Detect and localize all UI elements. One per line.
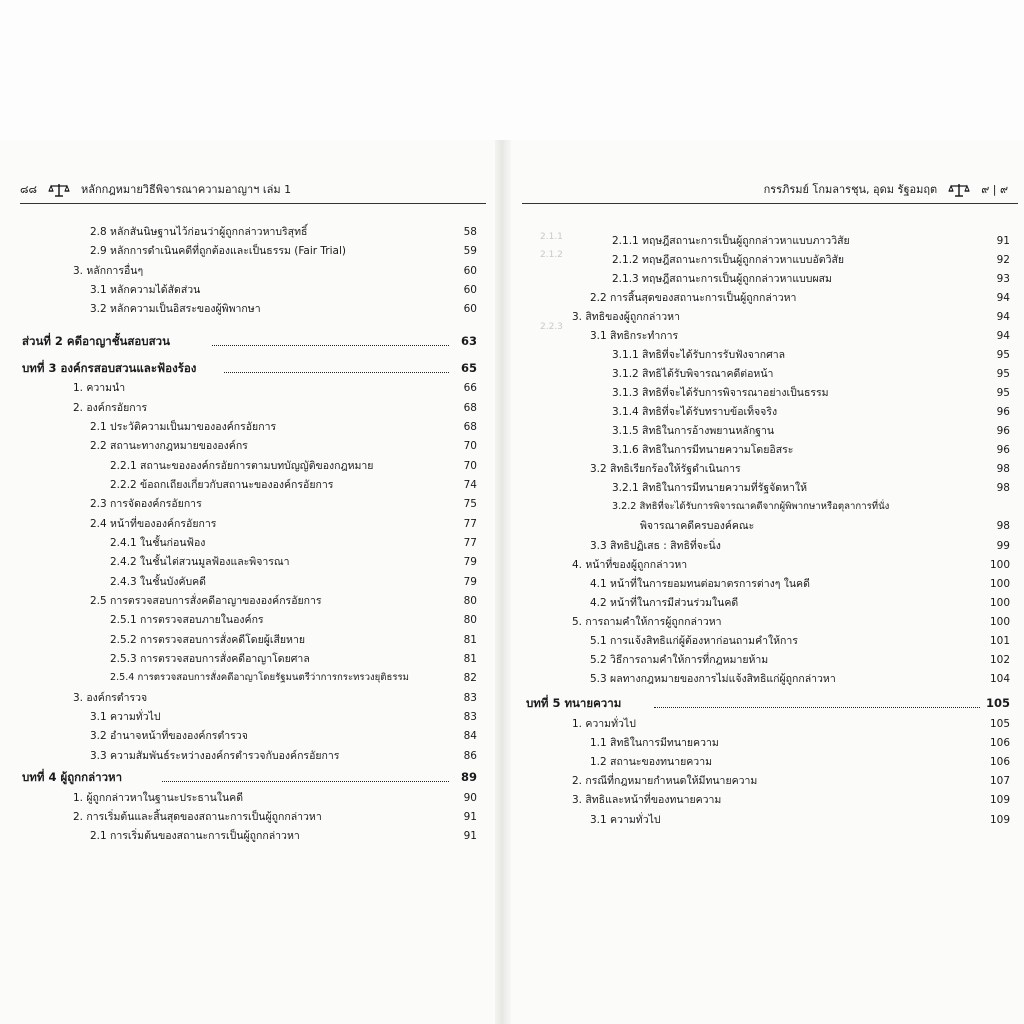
toc-entry xyxy=(110,669,477,687)
toc-entry-page: 94 xyxy=(996,330,1010,342)
toc-entry xyxy=(590,289,1010,307)
toc-entry xyxy=(590,537,1010,555)
toc-entry-page: 70 xyxy=(463,440,477,452)
toc-entry-text: 3.3 ความสัมพันธ์ระหว่างองค์กรตำรวจกับองค์กรอัยการ xyxy=(90,750,340,762)
toc-entry-text: 2.5 การตรวจสอบการสั่งคดีอาญาขององค์กรอัยการ xyxy=(90,595,322,607)
toc-entry xyxy=(73,262,477,280)
toc-entry-text: 2.4.3 ในชั้นบังคับคดี xyxy=(110,576,206,588)
toc-entry-page: 68 xyxy=(463,421,477,433)
toc-chapter-heading xyxy=(22,359,477,377)
toc-entry xyxy=(73,399,477,417)
toc-entry-page: 58 xyxy=(463,226,477,238)
toc-entry-page: 89 xyxy=(460,770,477,784)
toc-entry xyxy=(590,670,1010,688)
toc-entry-text: 5.3 ผลทางกฎหมายของการไม่แจ้งสิทธิแก่ผู้ถูกกล่าวหา xyxy=(590,673,836,685)
toc-chapter-heading xyxy=(526,694,1010,712)
toc-entry-page: 79 xyxy=(463,576,477,588)
toc-entry-text: 2.4 หน้าที่ขององค์กรอัยการ xyxy=(90,518,217,530)
toc-entry xyxy=(612,422,1010,440)
toc-entry-text: 1. ความนำ xyxy=(73,382,126,394)
toc-entry xyxy=(90,242,477,260)
toc-entry-page: 95 xyxy=(996,387,1010,399)
toc-entry xyxy=(90,300,477,318)
toc-entry-page: 98 xyxy=(996,520,1010,532)
toc-entry xyxy=(110,457,477,475)
toc-entry xyxy=(590,632,1010,650)
toc-entry-text: 3.1 หลักความได้สัดส่วน xyxy=(90,284,201,296)
toc-entry-text: 1. ผู้ถูกกล่าวหาในฐานะประธานในคดี xyxy=(73,792,244,804)
toc-entry xyxy=(110,650,477,668)
toc-entry-page: 83 xyxy=(463,711,477,723)
toc-entry-text: ส่วนที่ 2 คดีอาญาชั้นสอบสวน xyxy=(22,334,170,348)
toc-entry-page: 60 xyxy=(463,265,477,277)
dot-leader xyxy=(654,707,980,708)
toc-entry-text: 3.1 ความทั่วไป xyxy=(590,814,661,826)
toc-entry-page: 60 xyxy=(463,284,477,296)
toc-entry-page: 59 xyxy=(463,245,477,257)
toc-entry-text: 2. การเริ่มต้นและสิ้นสุดของสถานะการเป็นผู้ถูกกล่าวหา xyxy=(73,811,322,823)
toc-entry xyxy=(110,631,477,649)
toc-entry xyxy=(572,772,1010,790)
toc-entry-text: 2.4.2 ในชั้นไต่สวนมูลฟ้องและพิจารณา xyxy=(110,556,290,568)
toc-entry xyxy=(90,708,477,726)
right-running-header xyxy=(764,182,1008,198)
toc-entry-page: 63 xyxy=(460,334,477,348)
left-running-header xyxy=(20,182,291,198)
toc-part-heading xyxy=(22,332,477,350)
toc-entry-page: 94 xyxy=(996,292,1010,304)
toc-entry-text: 5. การถามคำให้การผู้ถูกกล่าวหา xyxy=(572,616,722,628)
toc-entry-text: 3. สิทธิของผู้ถูกกล่าวหา xyxy=(572,311,680,323)
toc-entry xyxy=(73,808,477,826)
toc-entry-page: 77 xyxy=(463,518,477,530)
toc-entry-text: 3. สิทธิและหน้าที่ของทนายความ xyxy=(572,794,722,806)
toc-entry-page: 92 xyxy=(996,254,1010,266)
toc-entry-page: 95 xyxy=(996,368,1010,380)
toc-entry-page: 107 xyxy=(989,775,1010,787)
toc-entry xyxy=(110,476,477,494)
toc-entry xyxy=(590,651,1010,669)
toc-entry-text: 5.1 การแจ้งสิทธิแก่ผู้ต้องหาก่อนถามคำให้การ xyxy=(590,635,798,647)
toc-entry-page: 93 xyxy=(996,273,1010,285)
toc-entry xyxy=(90,223,477,241)
left-header-rule xyxy=(20,203,486,204)
toc-entry xyxy=(612,479,1010,497)
toc-entry-page: 106 xyxy=(989,737,1010,749)
toc-entry-page: 84 xyxy=(463,730,477,742)
toc-entry-text: 2.2.1 สถานะขององค์กรอัยการตามบทบัญญัติของกฎหมาย xyxy=(110,460,374,472)
toc-entry xyxy=(612,403,1010,421)
bleed-through-text: 2.2.3 xyxy=(540,322,563,332)
toc-entry-text: 5.2 วิธีการถามคำให้การที่กฎหมายห้าม xyxy=(590,654,769,666)
toc-entry-text: 2.5.4 การตรวจสอบการสั่งคดีอาญาโดยรัฐมนตรีว่าการกระทรวงยุติธรรม xyxy=(110,672,409,683)
toc-entry xyxy=(572,556,1010,574)
toc-entry-text: 3.2 หลักความเป็นอิสระของผู้พิพากษา xyxy=(90,303,261,315)
toc-entry-page: 100 xyxy=(989,616,1010,628)
toc-entry-page: 95 xyxy=(996,349,1010,361)
toc-entry xyxy=(590,734,1010,752)
toc-entry xyxy=(572,791,1010,809)
toc-entry-page: 98 xyxy=(996,463,1010,475)
toc-entry-page: 96 xyxy=(996,444,1010,456)
toc-entry-page: 70 xyxy=(463,460,477,472)
toc-entry-page: 75 xyxy=(463,498,477,510)
scales-of-justice-icon xyxy=(48,183,70,197)
toc-entry-page: 98 xyxy=(996,482,1010,494)
toc-entry xyxy=(90,437,477,455)
left-page-number: ๘๘ xyxy=(20,183,37,196)
toc-entry-page: 96 xyxy=(996,425,1010,437)
toc-entry xyxy=(590,753,1010,771)
author-names: กรรภิรมย์ โกมลารชุน, อุดม รัฐอมฤต xyxy=(763,183,938,196)
bleed-through-text: 2.1.1 xyxy=(540,232,563,242)
toc-entry-text: 3.1 สิทธิกระทำการ xyxy=(590,330,679,342)
toc-entry-text: 3.1.3 สิทธิที่จะได้รับการพิจารณาอย่างเป็นธรรม xyxy=(612,387,829,399)
toc-entry xyxy=(90,827,477,845)
toc-entry-page: 91 xyxy=(463,811,477,823)
toc-entry-page: 74 xyxy=(463,479,477,491)
toc-entry-text: 1. ความทั่วไป xyxy=(572,718,636,730)
toc-entry-text: พิจารณาคดีครบองค์คณะ xyxy=(640,520,755,532)
toc-entry-page: 109 xyxy=(989,814,1010,826)
right-header-rule xyxy=(522,203,1018,204)
toc-entry-page: 100 xyxy=(989,559,1010,571)
toc-entry-page: 81 xyxy=(463,653,477,665)
toc-entry-page: 106 xyxy=(989,756,1010,768)
toc-entry xyxy=(73,379,477,397)
toc-entry-page: 100 xyxy=(989,578,1010,590)
toc-entry xyxy=(572,308,1010,326)
toc-entry-text: 2.5.3 การตรวจสอบการสั่งคดีอาญาโดยศาล xyxy=(110,653,310,665)
toc-entry-text: 2.5.2 การตรวจสอบการสั่งคดีโดยผู้เสียหาย xyxy=(110,634,305,646)
toc-entry-text: 3.2 สิทธิเรียกร้องให้รัฐดำเนินการ xyxy=(590,463,741,475)
toc-entry-text: 2.8 หลักสันนิษฐานไว้ก่อนว่าผู้ถูกกล่าวหาบริสุทธิ์ xyxy=(90,226,308,238)
toc-entry-text: 2.1.3 ทฤษฎีสถานะการเป็นผู้ถูกกล่าวหาแบบผสม xyxy=(612,273,832,285)
toc-entry-text: 4.1 หน้าที่ในการยอมทนต่อมาตรการต่างๆ ในคดี xyxy=(590,578,810,590)
toc-entry-text: 2.1 การเริ่มต้นของสถานะการเป็นผู้ถูกกล่าวหา xyxy=(90,830,300,842)
toc-entry-page: 81 xyxy=(463,634,477,646)
toc-entry xyxy=(590,460,1010,478)
toc-entry-page: 77 xyxy=(463,537,477,549)
toc-entry-text: 1.1 สิทธิในการมีทนายความ xyxy=(590,737,719,749)
toc-entry-page: 66 xyxy=(463,382,477,394)
toc-entry-text: 3. องค์กรตำรวจ xyxy=(73,692,148,704)
toc-entry-text: 4. หน้าที่ของผู้ถูกกล่าวหา xyxy=(572,559,688,571)
toc-entry xyxy=(110,553,477,571)
toc-entry-text: 2.4.1 ในชั้นก่อนฟ้อง xyxy=(110,537,206,549)
toc-entry-text: 2.5.1 การตรวจสอบภายในองค์กร xyxy=(110,614,264,626)
toc-entry-text: 3.1.4 สิทธิที่จะได้รับทราบข้อเท็จจริง xyxy=(612,406,778,418)
toc-entry xyxy=(590,811,1010,829)
toc-entry-text: 2.9 หลักการดำเนินคดีที่ถูกต้องและเป็นธรรม (Fair Trial) xyxy=(90,245,346,257)
toc-entry-page: 91 xyxy=(996,235,1010,247)
toc-entry-page: 65 xyxy=(460,361,477,375)
book-title: หลักกฎหมายวิธีพิจารณาความอาญาฯ เล่ม 1 xyxy=(80,183,292,196)
toc-entry-text: 2.1.1 ทฤษฎีสถานะการเป็นผู้ถูกกล่าวหาแบบภาววิสัย xyxy=(612,235,850,247)
toc-entry-page: 104 xyxy=(989,673,1010,685)
toc-entry-page: 68 xyxy=(463,402,477,414)
toc-entry-text: 3. หลักการอื่นๆ xyxy=(73,265,144,277)
toc-entry-text: 4.2 หน้าที่ในการมีส่วนร่วมในคดี xyxy=(590,597,739,609)
toc-entry-page: 90 xyxy=(463,792,477,804)
toc-entry-text: 3.3 สิทธิปฏิเสธ : สิทธิที่จะนิ่ง xyxy=(590,540,721,552)
toc-entry xyxy=(90,495,477,513)
toc-entry-page: 100 xyxy=(989,597,1010,609)
toc-entry-page: 94 xyxy=(996,311,1010,323)
toc-entry-page: 99 xyxy=(996,540,1010,552)
toc-entry xyxy=(73,789,477,807)
toc-entry xyxy=(73,689,477,707)
toc-entry-text: 2.2 การสิ้นสุดของสถานะการเป็นผู้ถูกกล่าวหา xyxy=(590,292,797,304)
toc-entry-text: 3.1.6 สิทธิในการมีทนายความโดยอิสระ xyxy=(612,444,794,456)
toc-entry-page: 80 xyxy=(463,614,477,626)
toc-entry xyxy=(590,594,1010,612)
toc-entry-text: 3.1.2 สิทธิได้รับพิจารณาคดีต่อหน้า xyxy=(612,368,774,380)
toc-entry-text: บทที่ 4 ผู้ถูกกล่าวหา xyxy=(22,770,123,784)
toc-entry-text: 3.1.1 สิทธิที่จะได้รับการรับฟังจากศาล xyxy=(612,349,786,361)
bleed-through-text: 2.1.2 xyxy=(540,250,563,260)
toc-entry-page: 96 xyxy=(996,406,1010,418)
toc-entry xyxy=(612,232,1010,250)
toc-entry-text: 2.2 สถานะทางกฎหมายขององค์กร xyxy=(90,440,248,452)
toc-entry-page: 105 xyxy=(989,718,1010,730)
toc-entry-text: 3.1 ความทั่วไป xyxy=(90,711,161,723)
toc-entry-page: 80 xyxy=(463,595,477,607)
toc-entry xyxy=(612,498,1010,516)
toc-entry-text: 2.1 ประวัติความเป็นมาขององค์กรอัยการ xyxy=(90,421,277,433)
toc-entry-text: 3.1.5 สิทธิในการอ้างพยานหลักฐาน xyxy=(612,425,775,437)
toc-entry-text: 3.2.1 สิทธิในการมีทนายความที่รัฐจัดหาให้ xyxy=(612,482,807,494)
dot-leader xyxy=(224,372,449,373)
toc-entry-page: 86 xyxy=(463,750,477,762)
toc-entry-page: 109 xyxy=(989,794,1010,806)
toc-entry xyxy=(572,715,1010,733)
toc-entry xyxy=(590,327,1010,345)
toc-entry xyxy=(90,747,477,765)
toc-entry-text: 3.2 อำนาจหน้าที่ขององค์กรตำรวจ xyxy=(90,730,248,742)
toc-entry xyxy=(640,517,1010,535)
toc-entry xyxy=(90,281,477,299)
dot-leader xyxy=(212,345,449,346)
toc-entry xyxy=(590,575,1010,593)
toc-entry xyxy=(572,613,1010,631)
toc-entry xyxy=(90,592,477,610)
toc-entry-page: 101 xyxy=(989,635,1010,647)
toc-entry-page: 102 xyxy=(989,654,1010,666)
toc-entry xyxy=(612,365,1010,383)
toc-entry-text: 2. กรณีที่กฎหมายกำหนดให้มีทนายความ xyxy=(572,775,758,787)
toc-entry-text: บทที่ 5 ทนายความ xyxy=(526,696,622,710)
toc-entry-page: 82 xyxy=(463,672,477,684)
toc-entry xyxy=(110,611,477,629)
right-page-number: ๙ | ๙ xyxy=(981,183,1008,196)
toc-entry-text: 2.2.2 ข้อถกเถียงเกี่ยวกับสถานะขององค์กรอัยการ xyxy=(110,479,334,491)
toc-entry xyxy=(612,270,1010,288)
toc-entry xyxy=(110,534,477,552)
toc-entry xyxy=(612,441,1010,459)
toc-entry-page: 105 xyxy=(985,696,1010,710)
toc-entry xyxy=(90,727,477,745)
toc-entry-text: 2. องค์กรอัยการ xyxy=(73,402,148,414)
toc-entry xyxy=(110,573,477,591)
toc-entry xyxy=(612,346,1010,364)
toc-entry-text: 3.2.2 สิทธิที่จะได้รับการพิจารณาคดีจากผู้พิพากษาหรือตุลาการที่นั่ง xyxy=(612,501,890,512)
scales-of-justice-icon xyxy=(948,183,970,197)
toc-entry xyxy=(90,515,477,533)
toc-entry-text: บทที่ 3 องค์กรสอบสวนและฟ้องร้อง xyxy=(22,361,197,375)
toc-entry-page: 91 xyxy=(463,830,477,842)
toc-entry xyxy=(612,251,1010,269)
toc-entry-text: 2.1.2 ทฤษฎีสถานะการเป็นผู้ถูกกล่าวหาแบบอัตวิสัย xyxy=(612,254,845,266)
toc-entry-page: 60 xyxy=(463,303,477,315)
toc-chapter-heading xyxy=(22,768,477,786)
toc-entry-page: 79 xyxy=(463,556,477,568)
toc-entry xyxy=(612,384,1010,402)
toc-entry-page: 83 xyxy=(463,692,477,704)
toc-entry xyxy=(90,418,477,436)
toc-entry-text: 1.2 สถานะของทนายความ xyxy=(590,756,713,768)
toc-entry-text: 2.3 การจัดองค์กรอัยการ xyxy=(90,498,202,510)
dot-leader xyxy=(162,781,449,782)
book-gutter xyxy=(495,140,511,1024)
